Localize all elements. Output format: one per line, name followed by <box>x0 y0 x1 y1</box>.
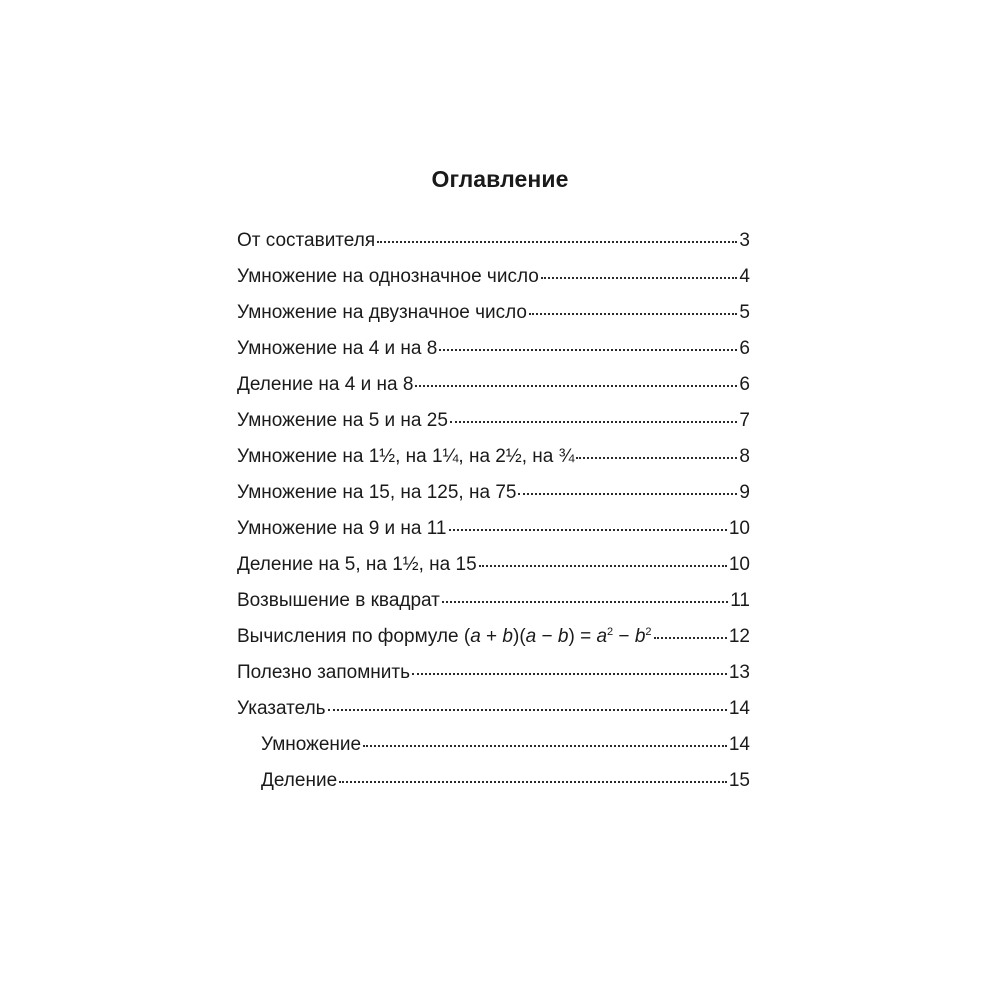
toc-dot-leader <box>518 491 737 495</box>
toc-page-number: 12 <box>728 626 750 647</box>
toc-entry-label: Умножение на 4 и на 8 <box>237 338 438 359</box>
toc-page-number: 11 <box>730 590 750 611</box>
toc-dot-leader <box>529 311 737 315</box>
page-title: Оглавление <box>431 166 569 192</box>
toc-entry[interactable] <box>237 588 750 624</box>
toc-entry-label: Деление <box>261 770 338 791</box>
toc-entry[interactable] <box>237 516 750 552</box>
toc-entry-label: Возвышение в квадрат <box>237 590 440 611</box>
toc-entry[interactable] <box>237 696 750 732</box>
toc-entry-label: Деление на 5, на 1½, на 15 <box>237 554 477 575</box>
toc-entry-label <box>237 624 652 650</box>
toc-entry[interactable] <box>237 660 750 696</box>
toc-dot-leader <box>439 347 737 351</box>
toc-dot-leader <box>654 635 727 639</box>
toc-entry-label: Умножение на 15, на 125, на 75 <box>237 482 517 503</box>
toc-page-number: 10 <box>728 554 750 575</box>
toc-page-number: 3 <box>739 230 750 251</box>
toc-page-number: 14 <box>728 734 750 755</box>
toc-entry[interactable] <box>237 444 750 480</box>
toc-page-number: 7 <box>739 410 750 431</box>
toc-entry-label: Умножение на 9 и на 11 <box>237 518 447 539</box>
toc-entry-formula[interactable] <box>237 624 750 660</box>
toc-entry-label: Умножение на двузначное число <box>237 302 527 323</box>
toc-page-number: 8 <box>739 446 750 467</box>
toc-page-number: 6 <box>739 338 750 359</box>
toc-page-number: 10 <box>728 518 750 539</box>
toc-dot-leader <box>449 527 727 531</box>
toc-dot-leader <box>576 455 737 459</box>
toc-entry[interactable] <box>237 480 750 516</box>
toc-entry-label: Умножение на 1½, на 1¼, на 2½, на ¾ <box>237 446 575 467</box>
toc-dot-leader <box>363 743 727 747</box>
toc-entry[interactable] <box>237 408 750 444</box>
toc-entry[interactable] <box>237 264 750 300</box>
toc-entry[interactable] <box>237 336 750 372</box>
toc-entry-label: Полезно запомнить <box>237 662 410 683</box>
toc-entry[interactable] <box>237 372 750 408</box>
toc-entry[interactable] <box>237 228 750 264</box>
toc-entry[interactable] <box>237 300 750 336</box>
toc-dot-leader <box>415 383 737 387</box>
toc-dot-leader <box>339 779 727 783</box>
toc-subentry[interactable] <box>237 768 750 804</box>
toc-page-number: 15 <box>728 770 750 791</box>
toc-dot-leader <box>412 671 727 675</box>
toc-subentry[interactable] <box>237 732 750 768</box>
toc-entry-label: Умножение на 5 и на 25 <box>237 410 448 431</box>
table-of-contents <box>237 228 750 804</box>
toc-dot-leader <box>328 707 727 711</box>
toc-dot-leader <box>541 275 738 279</box>
toc-page-number: 4 <box>739 266 750 287</box>
toc-dot-leader <box>450 419 738 423</box>
toc-page-number: 9 <box>739 482 750 503</box>
toc-dot-leader <box>442 599 728 603</box>
toc-page-number: 13 <box>728 662 750 683</box>
toc-entry-label: Умножение на однозначное число <box>237 266 539 287</box>
toc-page-number: 14 <box>728 698 750 719</box>
toc-page-number: 5 <box>739 302 750 323</box>
toc-entry-label-prefix: Вычисления по формуле <box>237 626 464 647</box>
toc-dot-leader <box>479 563 727 567</box>
toc-entry-label: Указатель <box>237 698 326 719</box>
toc-page-number: 6 <box>739 374 750 395</box>
toc-entry[interactable] <box>237 552 750 588</box>
toc-entry-label: От составителя <box>237 230 376 251</box>
toc-entry-label: Деление на 4 и на 8 <box>237 374 414 395</box>
toc-dot-leader <box>377 239 737 243</box>
formula: $(a + b)(a - b) = a^2 - b^2$ <box>463 626 652 647</box>
toc-entry-label: Умножение <box>261 734 362 755</box>
